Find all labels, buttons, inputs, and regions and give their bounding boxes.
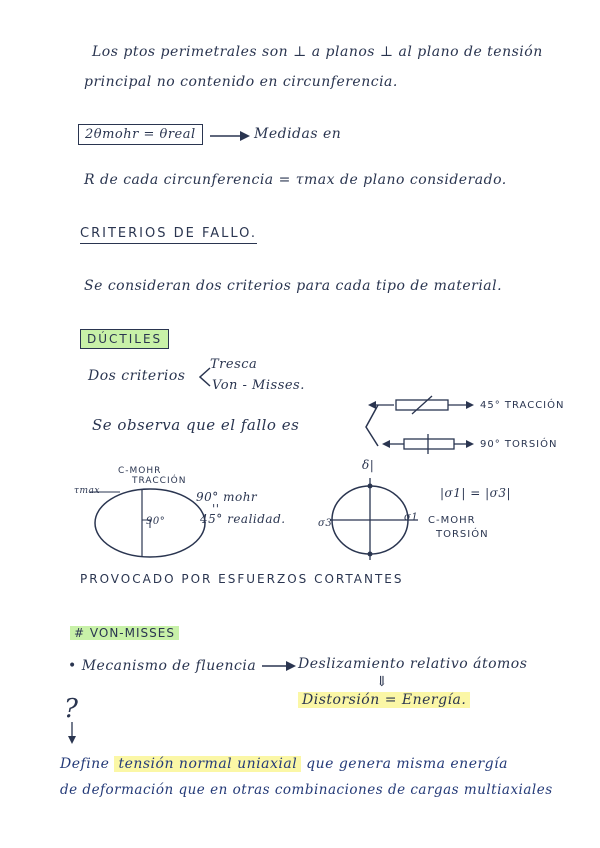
mohr-left-note-1: 90° mohr [196,490,258,504]
mohr-left-note-2: '' [212,502,220,516]
mohr-right-equality: |σ1| = |σ3| [440,486,512,500]
define-rest: que genera misma energía [306,756,508,772]
von-misses-label: # VON-MISSES [70,626,179,640]
provocado-line: PROVOCADO POR ESFUERZOS CORTANTES [80,572,404,586]
fallo-torsion: 90° TORSIÓN [480,439,558,450]
fallo-brace [366,405,378,446]
torsion-specimen [404,439,454,449]
intro-line-2: principal no contenido en circunferencia. [84,74,398,90]
fallo-traccion: 45° TRACCIÓN [480,400,565,411]
mohr-left-note-3: 45° realidad. [200,512,286,526]
mohr-right-sigma1: σ1 [404,512,419,523]
question-mark: ? [64,694,79,724]
formula-arrow-text: Medidas en [254,126,342,142]
formula-arrow-head [240,131,250,141]
define-line-2: de deformación que en otras combinaciones de cargas multiaxiales [60,782,553,798]
intro-line-1: Los ptos perimetrales son ⊥ a planos ⊥ al plano de tensión [92,44,543,60]
mohr-right-title-1: C-MOHR [428,515,476,526]
mohr-right-tau-axis-label: δ| [362,458,375,472]
criterio-tresca: Tresca [210,357,258,372]
section-criterios-fallo: CRITERIOS DE FALLO. [80,226,257,244]
mecanismo-label: • Mecanismo de fluencia [68,658,257,674]
traccion-failure-line [412,396,432,414]
mecanismo-result: Deslizamiento relativo átomos [298,656,528,672]
criterio-von-misses: Von - Misses. [212,378,305,393]
define-word: Define [60,756,110,772]
formula-box: 2θmohr = θreal [78,124,203,145]
mohr-left-tau-label: τmax [74,486,100,496]
consider-line: Se consideran dos criterios para cada tipo de material. [84,278,503,294]
criterios-brace [200,368,210,386]
radius-line: R de cada circunferencia = τmax de plano considerado. [84,172,507,188]
mohr-right-point-bottom [368,552,373,557]
mecanismo-equiv: ⇓ [376,674,389,690]
mecanismo-distorsion: Distorsión = Energía. [298,692,470,708]
mohr-left-angle: 90° [146,516,166,527]
define-highlight: tensión normal uniaxial [114,756,301,772]
mohr-left-title-1: C-MOHR [118,466,162,476]
mohr-right-sigma3: σ3 [318,518,333,529]
dos-criterios-label: Dos criterios [88,368,186,384]
mohr-left-title-2: TRACCIÓN [132,476,187,486]
fallo-lead: Se observa que el fallo es [92,416,300,434]
define-line-1 [60,756,508,772]
mohr-right-title-2: TORSIÓN [436,529,489,540]
mohr-right-point-top [368,484,373,489]
ductiles-label: DÚCTILES [80,329,169,349]
